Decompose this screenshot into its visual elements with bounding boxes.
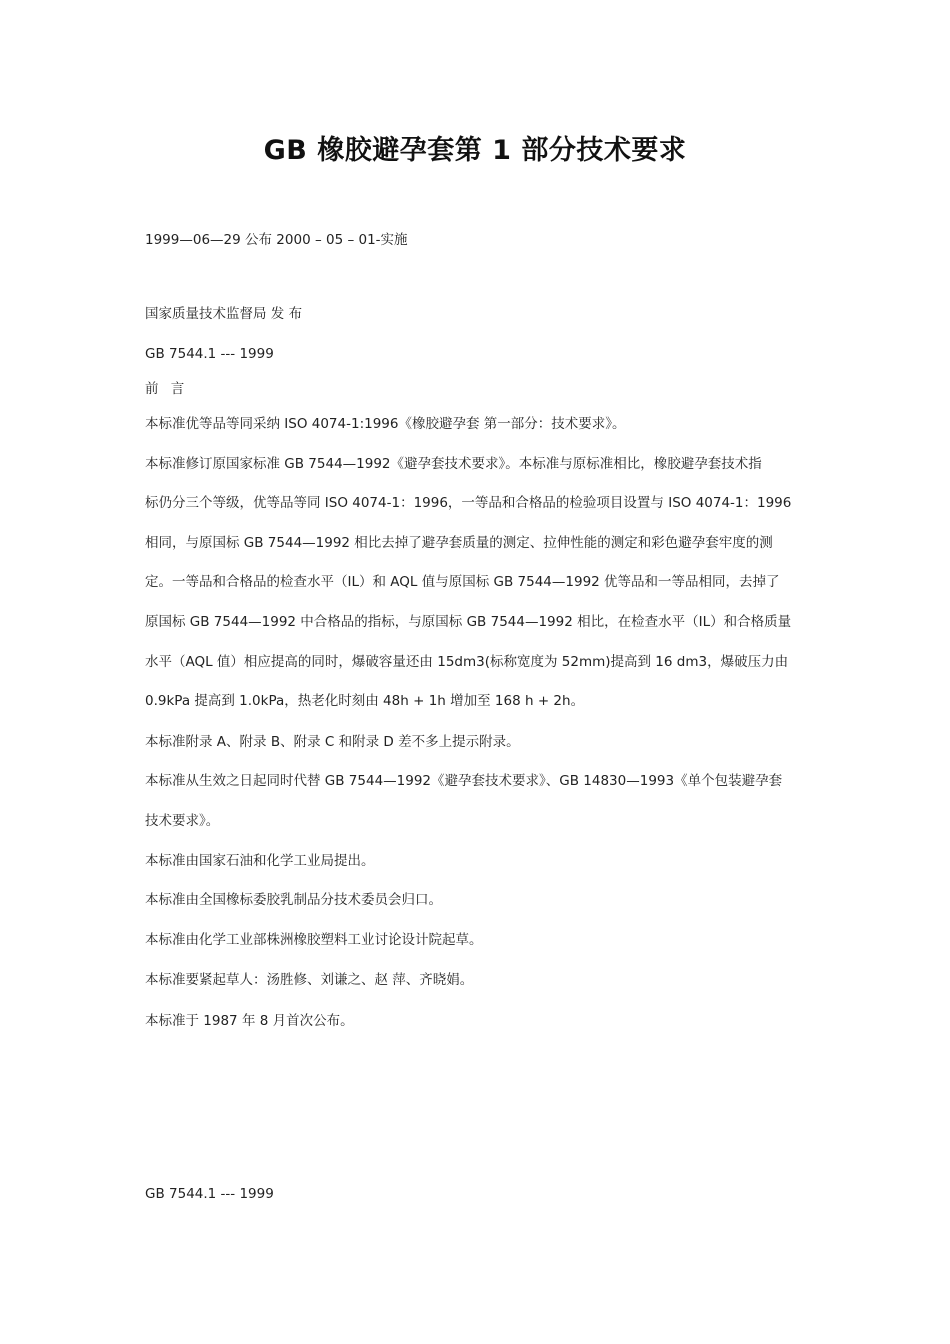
paragraph-line: 本标准由国家石油和化学工业局提出。 [145,853,375,869]
paragraph-line: 0.9kPa 提高到 1.0kPa，热老化时刻由 48h + 1h 增加至 168 h + 2h。 [145,693,585,709]
publication-dates: 1999—06—29 公布 2000 – 05 – 01-实施 [145,232,408,248]
issuer-line: 国家质量技术监督局 发 布 [145,306,303,322]
paragraph-line: 本标准优等品等同采纳 ISO 4074-1:1996《橡胶避孕套 第一部分：技术要求》。 [145,416,626,432]
paragraph-line: 本标准由化学工业部株洲橡胶塑料工业讨论设计院起草。 [145,932,483,948]
foreword-heading: 前 言 [145,381,189,397]
paragraph-line: 原国标 GB 7544—1992 中合格品的指标，与原国标 GB 7544—1992 相比，在检查水平（IL）和合格质量 [145,614,792,630]
standard-number-top: GB 7544.1 --- 1999 [145,346,274,362]
paragraph-line: 相同，与原国标 GB 7544—1992 相比去掉了避孕套质量的测定、拉伸性能的测定和彩色避孕套牢度的测 [145,535,773,551]
paragraph-line: 本标准于 1987 年 8 月首次公布。 [145,1013,354,1029]
paragraph-line: 本标准附录 A、附录 B、附录 C 和附录 D 差不多上提示附录。 [145,734,520,750]
paragraph-line: 本标准从生效之日起同时代替 GB 7544—1992《避孕套技术要求》、GB 14830—1993《单个包装避孕套 [145,773,783,789]
paragraph-line: 本标准要紧起草人：汤胜修、刘谦之、赵 萍、齐晓娟。 [145,972,474,988]
standard-number-bottom: GB 7544.1 --- 1999 [145,1186,274,1202]
paragraph-line: 本标准由全国橡标委胶乳制品分技术委员会归口。 [145,892,442,908]
paragraph-line: 定。一等品和合格品的检查水平（IL）和 AQL 值与原国标 GB 7544—1992 优等品和一等品相同，去掉了 [145,574,780,590]
paragraph-line: 标仍分三个等级，优等品等同 ISO 4074-1：1996，一等品和合格品的检验项目设置与 ISO 4074-1：1996 [145,495,792,511]
document-title: GB 橡胶避孕套第 1 部分技术要求 [263,135,687,166]
paragraph-line: 技术要求》。 [145,813,220,829]
paragraph-line: 水平（AQL 值）相应提高的同时，爆破容量还由 15dm3(标称宽度为 52mm)提高到 16 dm3，爆破压力由 [145,654,789,670]
paragraph-line: 本标准修订原国家标准 GB 7544—1992《避孕套技术要求》。本标准与原标准相比，橡胶避孕套技术指 [145,456,762,472]
